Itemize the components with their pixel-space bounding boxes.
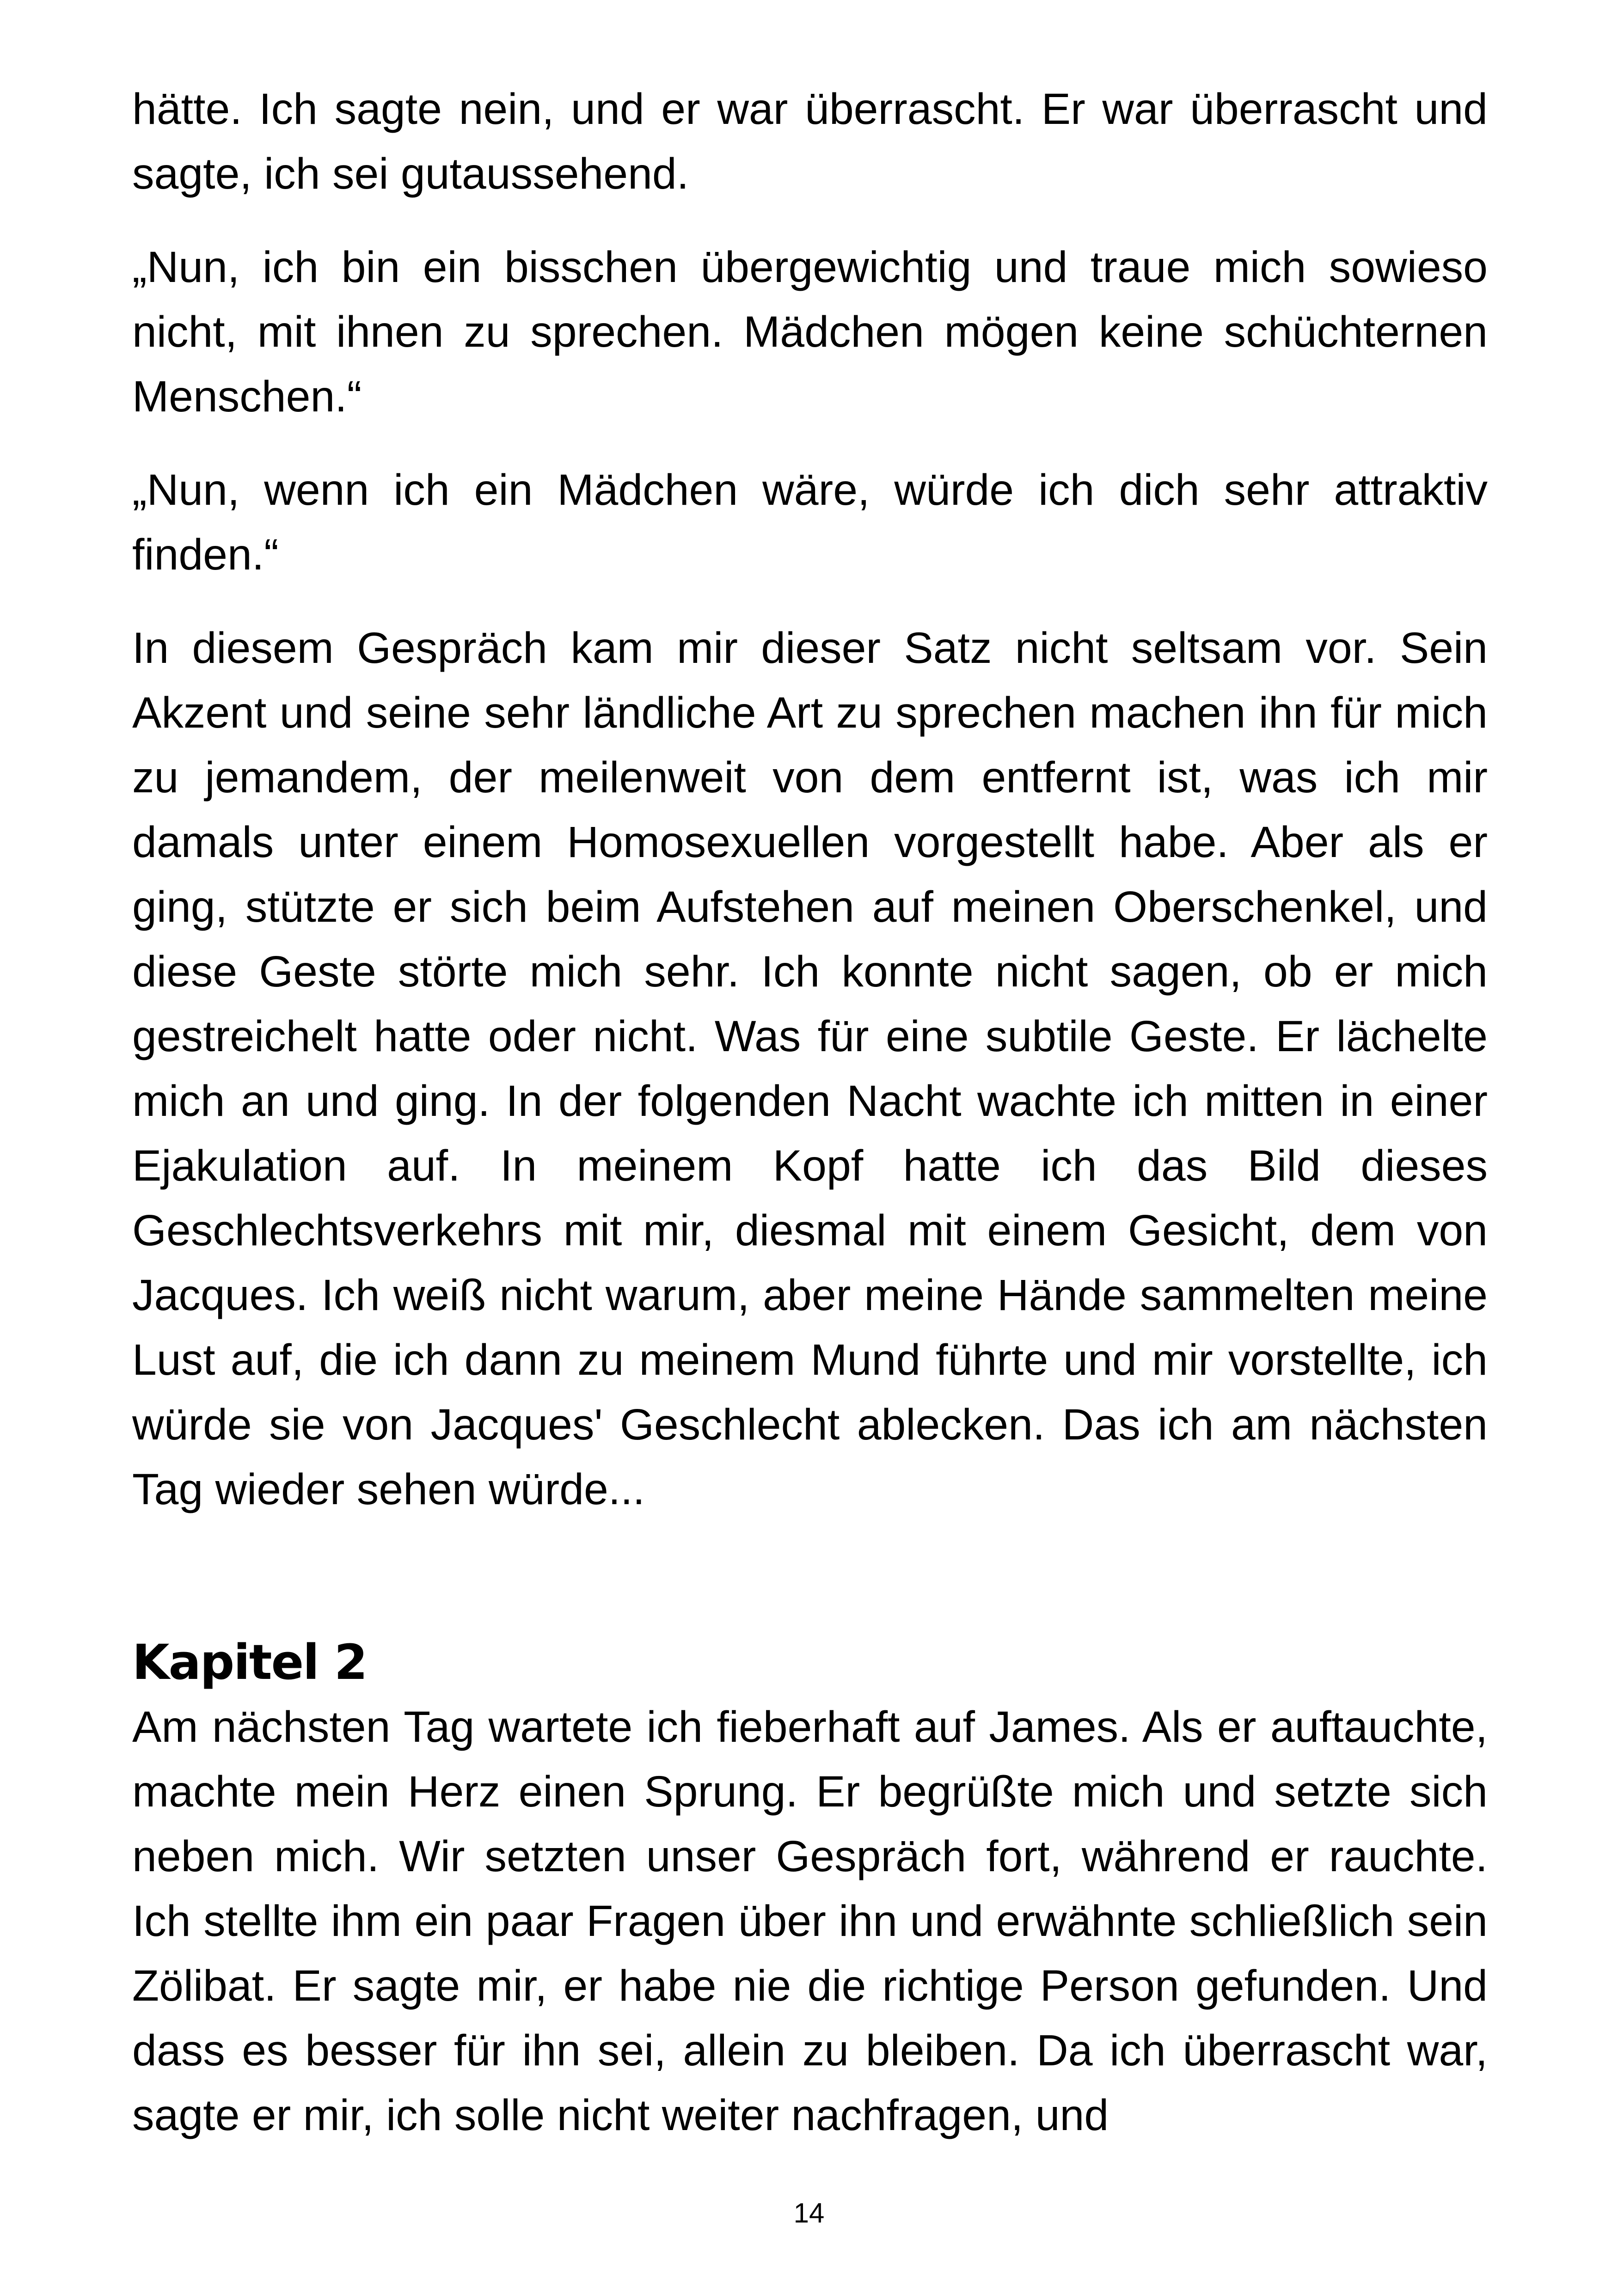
paragraph-dialogue-2: „Nun, wenn ich ein Mädchen wäre, würde ich dich sehr attraktiv finden.“ (132, 465, 1488, 579)
chapter-heading: Kapitel 2 (132, 1634, 367, 1690)
paragraph-narrative: In diesem Gespräch kam mir dieser Satz nicht seltsam vor. Sein Akzent und seine sehr ländliche Art zu sprechen machen ihn für mich zu jemandem, der meilenweit von dem entfernt ist, was ich mir damals unter einem Homosexuellen vorgestellt habe. Aber als er ging, stützte er sich beim Aufstehen auf meinen Oberschenkel, und diese Geste störte mich sehr. Ich konnte nicht sagen, ob er mich gestreichelt hatte oder nicht. Was für eine subtile Geste. Er lächelte mich an und ging. In der folgenden Nacht wachte ich mitten in einer Ejakulation auf. In meinem Kopf hatte ich das Bild dieses Geschlechtsverkehrs mit mir, diesmal mit einem Gesicht, dem von Jacques. Ich weiß nicht warum, aber meine Hände sammelten meine Lust auf, die ich dann zu meinem Mund führte und mir vorstellte, ich würde sie von Jacques' Geschlecht ablecken. Das ich am nächsten Tag wieder sehen würde... (132, 624, 1488, 1514)
paragraph-dialogue-1: „Nun, ich bin ein bisschen übergewichtig und traue mich sowieso nicht, mit ihnen zu sprechen. Mädchen mögen keine schüchternen Menschen.“ (132, 243, 1488, 421)
paragraph-continuation: hätte. Ich sagte nein, und er war überrascht. Er war überrascht und sagte, ich sei gutaussehend. (132, 85, 1488, 198)
paragraph-chapter-opening: Am nächsten Tag wartete ich fieberhaft auf James. Als er auftauchte, machte mein Herz einen Sprung. Er begrüßte mich und setzte sich neben mich. Wir setzten unser Gespräch fort, während er rauchte. Ich stellte ihm ein paar Fragen über ihn und erwähnte schließlich sein Zölibat. Er sagte mir, er habe nie die richtige Person gefunden. Und dass es besser für ihn sei, allein zu bleiben. Da ich überrascht war, sagte er mir, ich solle nicht weiter nachfragen, und (132, 1702, 1488, 2140)
page-body (132, 77, 1488, 2176)
page-number: 14 (793, 2198, 825, 2229)
